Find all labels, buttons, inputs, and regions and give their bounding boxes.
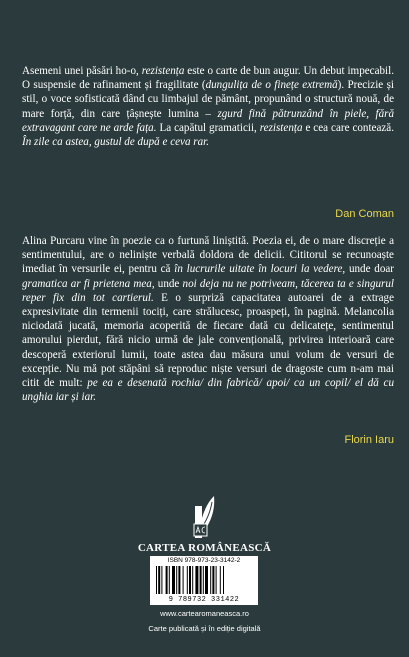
publisher-name: CARTEA ROMÂNEASCĂ <box>137 542 272 554</box>
feather-quill-logo <box>0 494 409 540</box>
barcode-bars <box>156 566 252 594</box>
digital-edition-note: Carte publicată și în ediție digitală <box>148 624 261 633</box>
publisher-website: www.cartearomaneasca.ro <box>160 609 249 618</box>
review-florin-iaru: Alina Purcaru vine în poezie ca o furtună liniștită. Poezia ei, de o mare discreție a sentimentului, are o neliniște verbală doldora de delicii. Cititorul se recunoaște imediat în versurile ei, pentru că în lucrurile uitate în locuri la vedere, unde doar gramatica ar fi prietena mea, unde noi deja nu ne potriveam, tăcerea ta e singurul reper fix din tot cartierul. E o surpriză capacitatea autoarei de a extrage expresivitate din termenii tociți, care strălucesc, proaspeți, în pagină. Melancolia niciodată jucată, memoria acoperită de fiecare dată cu delicatețe, sentimentul amorului pierdut, fără nicio urmă de jale convențională, privirea interioară care descoperă exteriorul lumii, toate astea dau măsura unui volum de versuri de excepție. Nu mă pot stăpâni să reproduc niște versuri de dragoste cum n-am mai citit de mult: pe ea e desenată rochia/ din fabrică/ apoi/ ca un copil/ el dă cu unghia iar și iar. <box>22 235 395 404</box>
author-dan-coman: Dan Coman <box>335 208 394 220</box>
isbn-barcode <box>150 556 258 605</box>
review-dan-coman: Asemeni unei păsări ho-o, rezistența este o carte de bun augur. Un debut impecabil. O suspensie de rafinament și fragilitate (dungulița de o finețe extremă). Precizie și stil, o voce sofisticată dând cu limbajul de pământ, propunând o structură nouă, de mare forță, din care țâșnește lumina – zgurd fină pătrunzând în piele, fără extravagant care ne arde fața. La capătul gramaticii, rezistența e cea care contează. În zile ca astea, gustul de după e ceva rar. <box>22 65 395 149</box>
barcode-number: 9 789732 331422 <box>168 596 240 604</box>
author-florin-iaru: Florin Iaru <box>344 434 394 446</box>
isbn-text: ISBN 978-973-23-3142-2 <box>167 557 241 564</box>
